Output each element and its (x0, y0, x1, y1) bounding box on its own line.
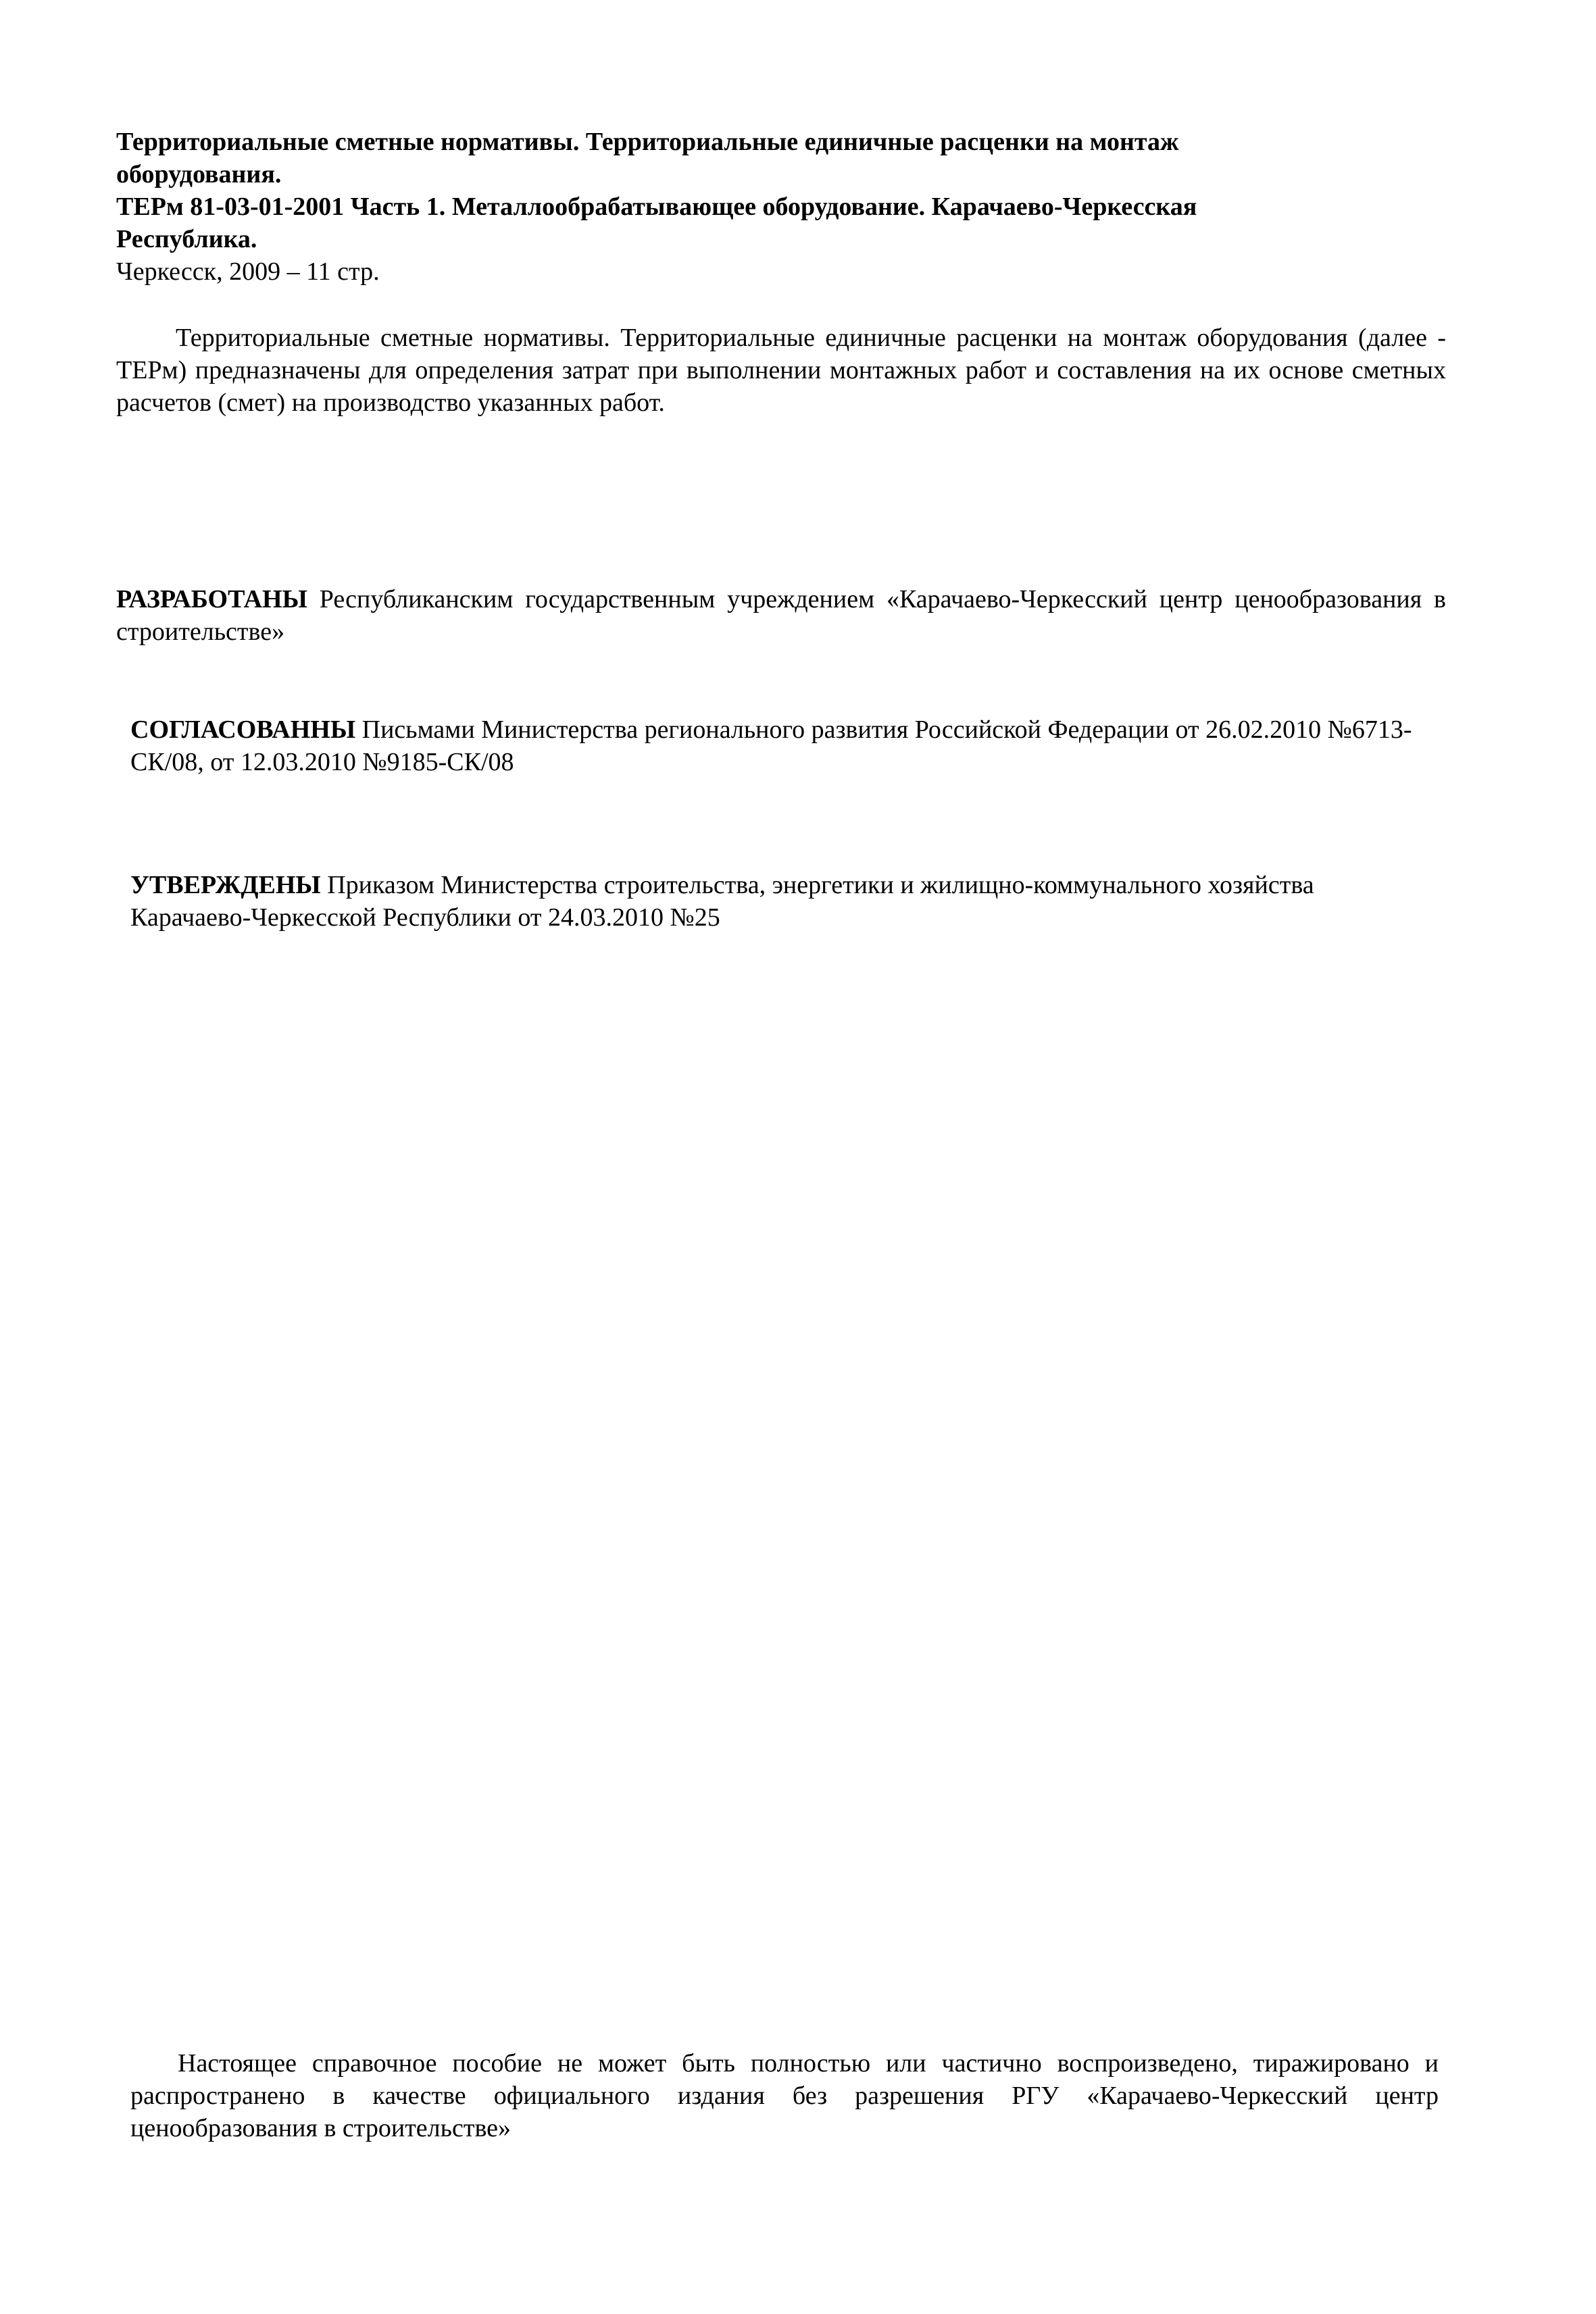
annotation-paragraph: Территориальные сметные нормативы. Территориальные единичные расценки на монтаж оборудования (далее - ТЕРм) предназначены для определения затрат при выполнении монтажных работ и составления на их основе сметных расчетов (смет) на производство указанных работ. (116, 324, 1446, 417)
agreed-section (130, 713, 1414, 778)
header-code-line-2: Республика. (116, 225, 257, 253)
header-imprint: Черкесск, 2009 – 11 стр. (116, 257, 380, 286)
developed-by-label: РАЗРАБОТАНЫ (116, 585, 307, 613)
developed-by-text: Республиканским государственным учреждением «Карачаево-Черкесский центр ценообразования в строительстве» (116, 585, 1447, 646)
header-title-line-2: оборудования. (116, 160, 282, 188)
approved-text: Приказом Министерства строительства, энергетики и жилищно-коммунального хозяйства Карачаево-Черкесской Республики от 24.03.2010 №25 (130, 871, 1314, 932)
document-header (116, 126, 1400, 288)
approved-label: УТВЕРЖДЕНЫ (130, 871, 321, 899)
agreed-text: Письмами Министерства регионального развития Российской Федерации от 26.02.2010 №6713-СК/08, от 12.03.2010 №9185-СК/08 (130, 715, 1412, 776)
agreed-label: СОГЛАСОВАННЫ (130, 715, 356, 744)
approved-section (130, 869, 1428, 934)
header-title-line-1: Территориальные сметные нормативы. Территориальные единичные расценки на монтаж (116, 128, 1179, 156)
copyright-notice: Настоящее справочное пособие не может быть полностью или частично воспроизведено, тиражировано и распространено в качестве официального издания без разрешения РГУ «Карачаево-Черкесский центр ценообразования в строительстве» (130, 2049, 1439, 2142)
header-code-line-1: ТЕРм 81-03-01-2001 Часть 1. Металлообрабатывающее оборудование. Карачаево-Черкесская (116, 193, 1197, 221)
developed-by-section (116, 583, 1446, 648)
